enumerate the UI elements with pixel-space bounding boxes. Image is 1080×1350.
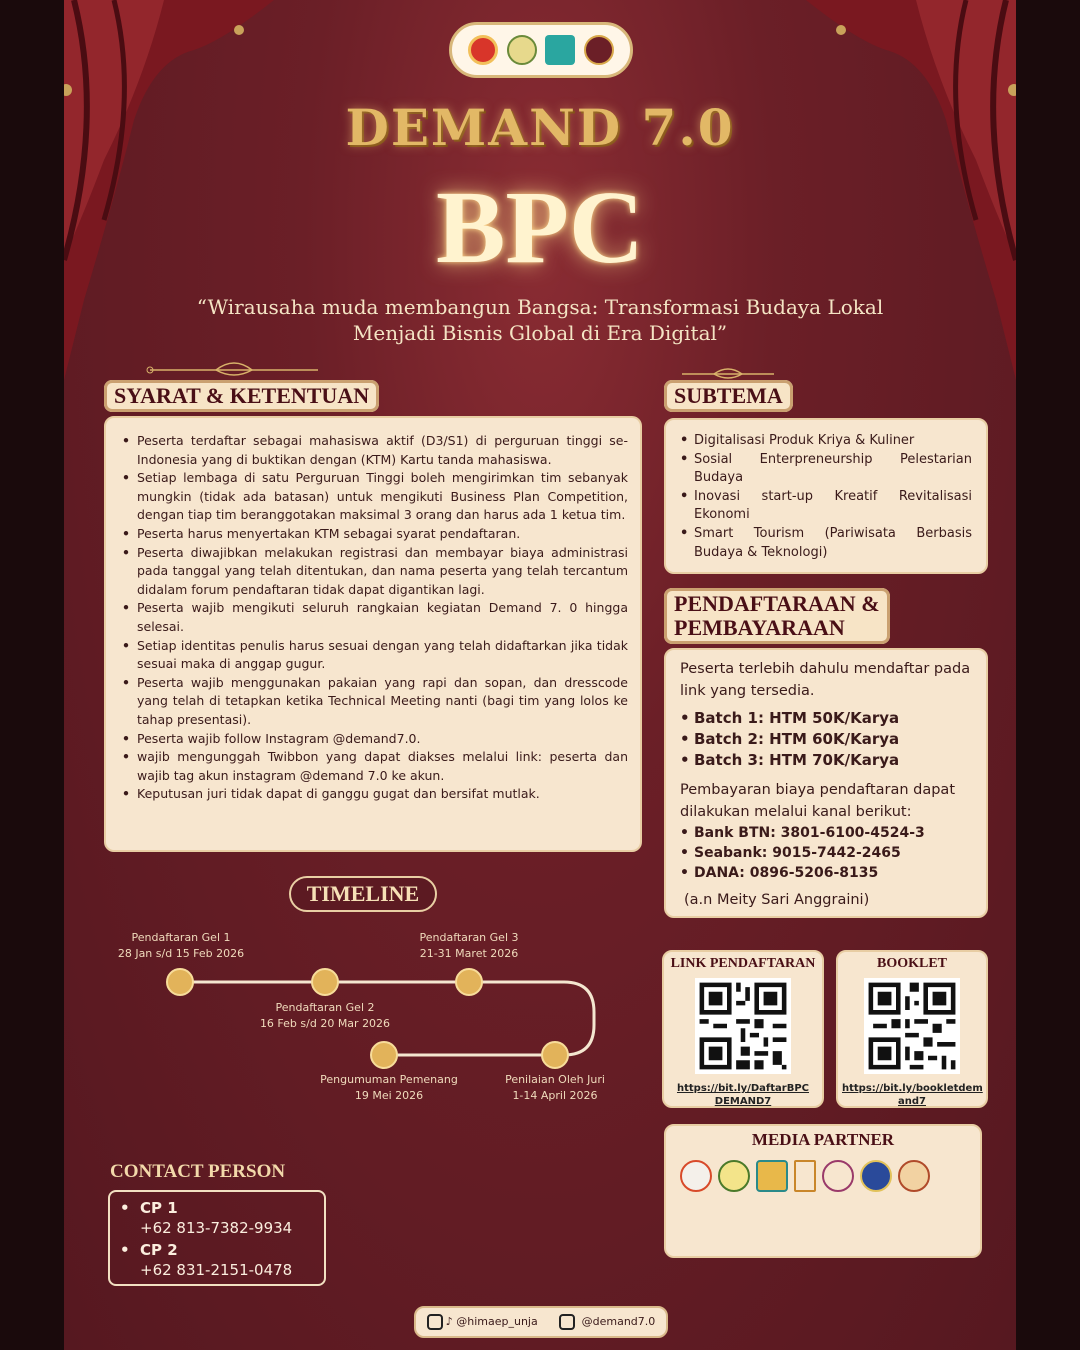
timeline-event-date: 21-31 Maret 2026	[419, 947, 519, 960]
booklet-title: BOOKLET	[876, 956, 948, 971]
rule-item: • Keputusan juri tidak dapat di ganggu gugat dan bersifat mutlak.	[120, 785, 628, 804]
booklet-url-line-1[interactable]: https://bit.ly/bookletdem	[842, 1083, 983, 1094]
media-partner-logo-2	[718, 1160, 750, 1192]
infolomba-logo	[822, 1160, 854, 1192]
organizer-logos	[449, 22, 633, 78]
media-partner-logo-4	[794, 1160, 816, 1192]
rule-item: • Peserta terdaftar sebagai mahasiswa aktif (D3/S1) di perguruan tinggi se-Indonesia yang di buktikan dengan (KTM) Kartu tanda mahasiswa.	[120, 432, 628, 469]
subtema-item: • Inovasi start-up Kreatif Revitalisasi Ekonomi	[680, 488, 972, 525]
timeline-event-date: 28 Jan s/d 15 Feb 2026	[117, 947, 245, 960]
timeline-node-3	[456, 969, 482, 995]
timeline-event-2	[252, 1000, 398, 1032]
university-logo-2	[507, 35, 537, 65]
registration-intro: Peserta terlebih dahulu mendaftar pada link yang tersedia.	[680, 661, 971, 699]
subtema-heading: SUBTEMA	[664, 380, 793, 412]
contact-name: • CP 2	[140, 1241, 178, 1259]
timeline-node-5	[371, 1042, 397, 1068]
media-partner-logo-3	[756, 1160, 788, 1192]
ornament-left	[146, 358, 322, 378]
timeline-event-date: 1-14 April 2026	[512, 1089, 598, 1102]
event-logo-title: DEMAND 7.0	[345, 98, 735, 157]
booklet-qr-code[interactable]	[864, 978, 960, 1074]
theme-line-2: Menjadi Bisnis Global di Era Digital”	[352, 321, 728, 345]
rule-item: • Peserta diwajibkan melakukan registrasi dan membayar biaya administrasi pada tanggal yang telah ditentukan, dan nama peserta yang telah tercantum didalam forum pendaftaran tidak dapat digantikan lagi.	[120, 544, 628, 600]
batch-item: • Batch 1: HTM 50K/Karya	[680, 708, 972, 729]
account-name: (a.n Meity Sari Anggraini)	[684, 892, 870, 908]
contact-item	[120, 1240, 314, 1280]
rule-item: • Setiap lembaga di satu Perguruan Tinggi boleh mengirimkan tim sebanyak mungkin (tidak ada batasan) untuk mengikuti Business Plan Competition, dengan tiap tim beranggotakan maksimal 3 orang dan harus ada 1 ketua tim.	[120, 469, 628, 525]
theme-line-1: “Wirausaha muda membangun Bangsa: Transformasi Budaya Lokal	[196, 295, 884, 319]
timeline-heading: TIMELINE	[289, 876, 437, 912]
left-border	[0, 0, 64, 1350]
timeline-node-2	[312, 969, 338, 995]
social-account-2[interactable]	[559, 1314, 655, 1330]
rule-item: • Setiap identitas penulis harus sesuai dengan yang telah didaftarkan jika tidak sesuai maka di anggap gugur.	[120, 637, 628, 674]
media-partner-heading: MEDIA PARTNER	[751, 1130, 895, 1149]
rule-item: • Peserta wajib follow Instagram @demand7.0.	[120, 730, 628, 749]
subtema-item: • Digitalisasi Produk Kriya & Kuliner	[680, 432, 972, 451]
payment-channel: • DANA: 0896-5206-8135	[680, 863, 972, 883]
demand-logo	[584, 35, 614, 65]
social-bar	[414, 1306, 668, 1338]
booklet-url-line-2[interactable]: and7	[898, 1096, 926, 1107]
poster	[64, 0, 1016, 1350]
social-handle[interactable]: @demand7.0	[581, 1315, 656, 1328]
rules-heading: SYARAT & KETENTUAN	[104, 380, 379, 412]
registration-link-title: LINK PENDAFTARAN	[670, 956, 816, 971]
payment-intro: Pembayaran biaya pendaftaran dapat dilakukan melalui kanal berikut:	[680, 782, 956, 820]
social-handle[interactable]: @himaep_unja	[456, 1315, 538, 1328]
rule-item: • Peserta wajib mengikuti seluruh rangkaian kegiatan Demand 7. 0 hingga selesai.	[120, 599, 628, 636]
timeline-event-4	[488, 1072, 622, 1104]
contact-heading: CONTACT PERSON	[110, 1161, 286, 1182]
registration-url-line-1[interactable]: https://bit.ly/DaftarBPC	[676, 1083, 809, 1094]
rule-item: • Peserta wajib menggunakan pakaian yang rapi dan sopan, dan dresscode yang telah di tetapkan ketika Technical Meeting nanti (bagi tim yang lolos ke tahap presentasi).	[120, 674, 628, 730]
timeline-node-1	[167, 969, 193, 995]
timeline-event-3	[396, 930, 542, 962]
timeline-event-name: Pendaftaran Gel 1	[131, 931, 231, 944]
registration-qr-code[interactable]	[695, 978, 791, 1074]
rules-card	[104, 416, 642, 852]
batch-item: • Batch 3: HTM 70K/Karya	[680, 750, 972, 771]
rule-item: • Peserta harus menyertakan KTM sebagai syarat pendaftaran.	[120, 525, 628, 544]
registration-card	[664, 648, 988, 918]
subtema-item: • Smart Tourism (Pariwisata Berbasis Budaya & Teknologi)	[680, 525, 972, 562]
batch-item: • Batch 2: HTM 60K/Karya	[680, 729, 972, 750]
payment-channel: • Bank BTN: 3801-6100-4524-3	[680, 823, 972, 843]
media-partner-logos	[680, 1160, 980, 1192]
payment-channel: • Seabank: 9015-7442-2465	[680, 843, 972, 863]
media-partner-card	[664, 1124, 982, 1258]
timeline-event-5	[304, 1072, 474, 1104]
registration-heading	[664, 588, 890, 644]
media-partner-logo-7	[898, 1160, 930, 1192]
contact-phone[interactable]: +62 831-2151-0478	[140, 1261, 293, 1279]
timeline-event-date: 16 Feb s/d 20 Mar 2026	[259, 1017, 391, 1030]
timeline-event-name: Pendaftaran Gel 2	[275, 1001, 375, 1014]
media-partner-logo-1	[680, 1160, 712, 1192]
timeline-event-name: Penilaian Oleh Juri	[505, 1073, 605, 1086]
instagram-icon	[427, 1314, 443, 1330]
contact-item	[120, 1198, 314, 1238]
registration-heading-line-1: PENDAFTARAAN &	[674, 591, 880, 616]
registration-link-url[interactable]	[664, 1082, 822, 1108]
registration-link-card[interactable]	[662, 950, 824, 1108]
subtema-item: • Sosial Enterpreneurship Pelestarian Budaya	[680, 451, 972, 488]
booklet-link-url[interactable]	[838, 1082, 986, 1108]
contact-name: • CP 1	[140, 1199, 178, 1217]
university-logo-1	[468, 35, 498, 65]
himaep-logo	[545, 35, 575, 65]
right-border	[1016, 0, 1080, 1350]
contact-phone[interactable]: +62 813-7382-9934	[140, 1219, 293, 1237]
theme-text	[144, 294, 936, 346]
timeline-event-name: Pengumuman Pemenang	[320, 1073, 458, 1086]
rule-item: • wajib mengunggah Twibbon yang dapat diakses melalui link: peserta dan wajib tag akun instagram @demand 7.0 ke akun.	[120, 748, 628, 785]
tiktok-icon: ♪	[445, 1315, 453, 1328]
subtema-card	[664, 418, 988, 574]
registration-heading-line-2: PEMBAYARAAN	[674, 615, 845, 640]
timeline-event-name: Pendaftaran Gel 3	[419, 931, 519, 944]
registration-url-line-2[interactable]: DEMAND7	[714, 1096, 772, 1107]
social-account-1[interactable]	[427, 1314, 538, 1330]
timeline-event-date: 19 Mei 2026	[354, 1089, 424, 1102]
booklet-card[interactable]	[836, 950, 988, 1108]
media-partner-logo-6	[860, 1160, 892, 1192]
timeline-event-1	[108, 930, 254, 962]
timeline-node-4	[542, 1042, 568, 1068]
contact-box	[108, 1190, 326, 1286]
instagram-icon	[559, 1314, 575, 1330]
page-title: BPC	[436, 170, 644, 285]
